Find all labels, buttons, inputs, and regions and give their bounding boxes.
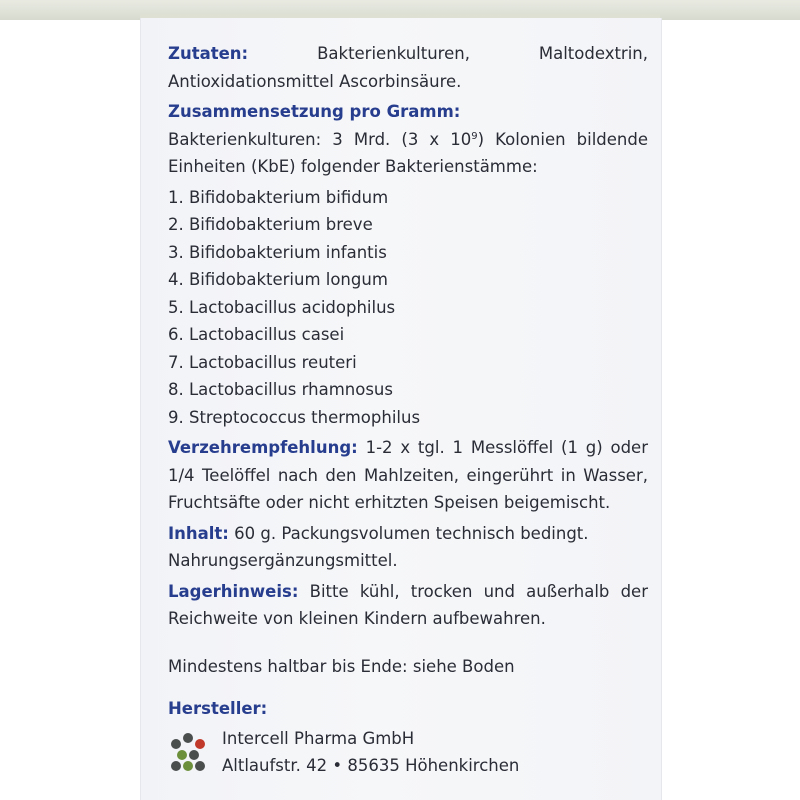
- intercell-dots-logo-icon: [168, 730, 212, 774]
- verzehr-heading: Verzehrempfehlung:: [168, 438, 358, 457]
- label-text: [168, 40, 648, 779]
- list-item: 1. Bifidobakterium bifidum: [168, 187, 389, 207]
- manufacturer-address: [222, 725, 519, 779]
- section-inhalt: [168, 520, 648, 548]
- inhalt-text: 60 g. Packungsvolumen technisch bedingt.: [234, 523, 589, 543]
- strain-list: [168, 184, 648, 432]
- haltbarkeit-text: Mindestens haltbar bis Ende: siehe Boden: [168, 656, 515, 676]
- list-item: 9. Streptococcus thermophilus: [168, 407, 421, 427]
- section-verzehrempfehlung: [168, 434, 648, 517]
- background-left: [0, 20, 140, 800]
- hersteller-label: Hersteller:: [168, 699, 268, 718]
- zusammensetzung-intro: [168, 126, 648, 181]
- inhalt-note: Nahrungsergänzungsmittel.: [168, 551, 398, 570]
- section-lagerhinweis: [168, 578, 648, 633]
- lager-text: Bitte kühl, trocken und außerhalb der Reichweite von kleinen Kindern aufbewahren.: [168, 581, 648, 628]
- list-item: 4. Bifidobakterium longum: [168, 270, 388, 289]
- section-zutaten: [168, 40, 648, 95]
- manufacturer-street: Altlaufstr. 42 • 85635 Höhenkirchen: [222, 755, 520, 775]
- zusammensetzung-label: Zusammensetzung pro Gramm:: [168, 102, 461, 121]
- manufacturer-name: Intercell Pharma GmbH: [222, 728, 415, 748]
- list-item: 6. Lactobacillus casei: [168, 325, 345, 344]
- lager-heading: Lagerhinweis:: [168, 581, 299, 601]
- list-item: 2. Bifidobakterium breve: [168, 215, 373, 234]
- intro-exponent: 9: [471, 130, 478, 142]
- hersteller-heading: [168, 695, 648, 723]
- verzehr-text: 1-2 x tgl. 1 Messlöffel (1 g) oder 1/4 Teelöffel nach den Mahlzeiten, eingerührt in Wasser, Fruchtsäfte oder nicht erhitzten Speisen beigemischt.: [168, 438, 648, 512]
- intro-text-before: Bakterienkulturen: 3 Mrd. (3 x 10: [168, 129, 472, 149]
- list-item: 7. Lactobacillus reuteri: [168, 352, 357, 372]
- zutaten-text: Bakterienkulturen, Maltodextrin, Antioxidationsmittel Ascorbinsäure.: [168, 44, 648, 91]
- zusammensetzung-heading: [168, 98, 648, 126]
- manufacturer-block: [168, 725, 648, 779]
- list-item: 8. Lactobacillus rhamnosus: [168, 380, 393, 399]
- zutaten-heading: Zutaten:: [168, 44, 249, 63]
- list-item: 5. Lactobacillus acidophilus: [168, 297, 396, 317]
- list-item: 3. Bifidobakterium infantis: [168, 242, 387, 262]
- intro-text-after: ) Kolonien bildende Einheiten (KbE) folgender Bakterienstämme:: [168, 129, 648, 176]
- inhalt-heading: Inhalt:: [168, 523, 229, 543]
